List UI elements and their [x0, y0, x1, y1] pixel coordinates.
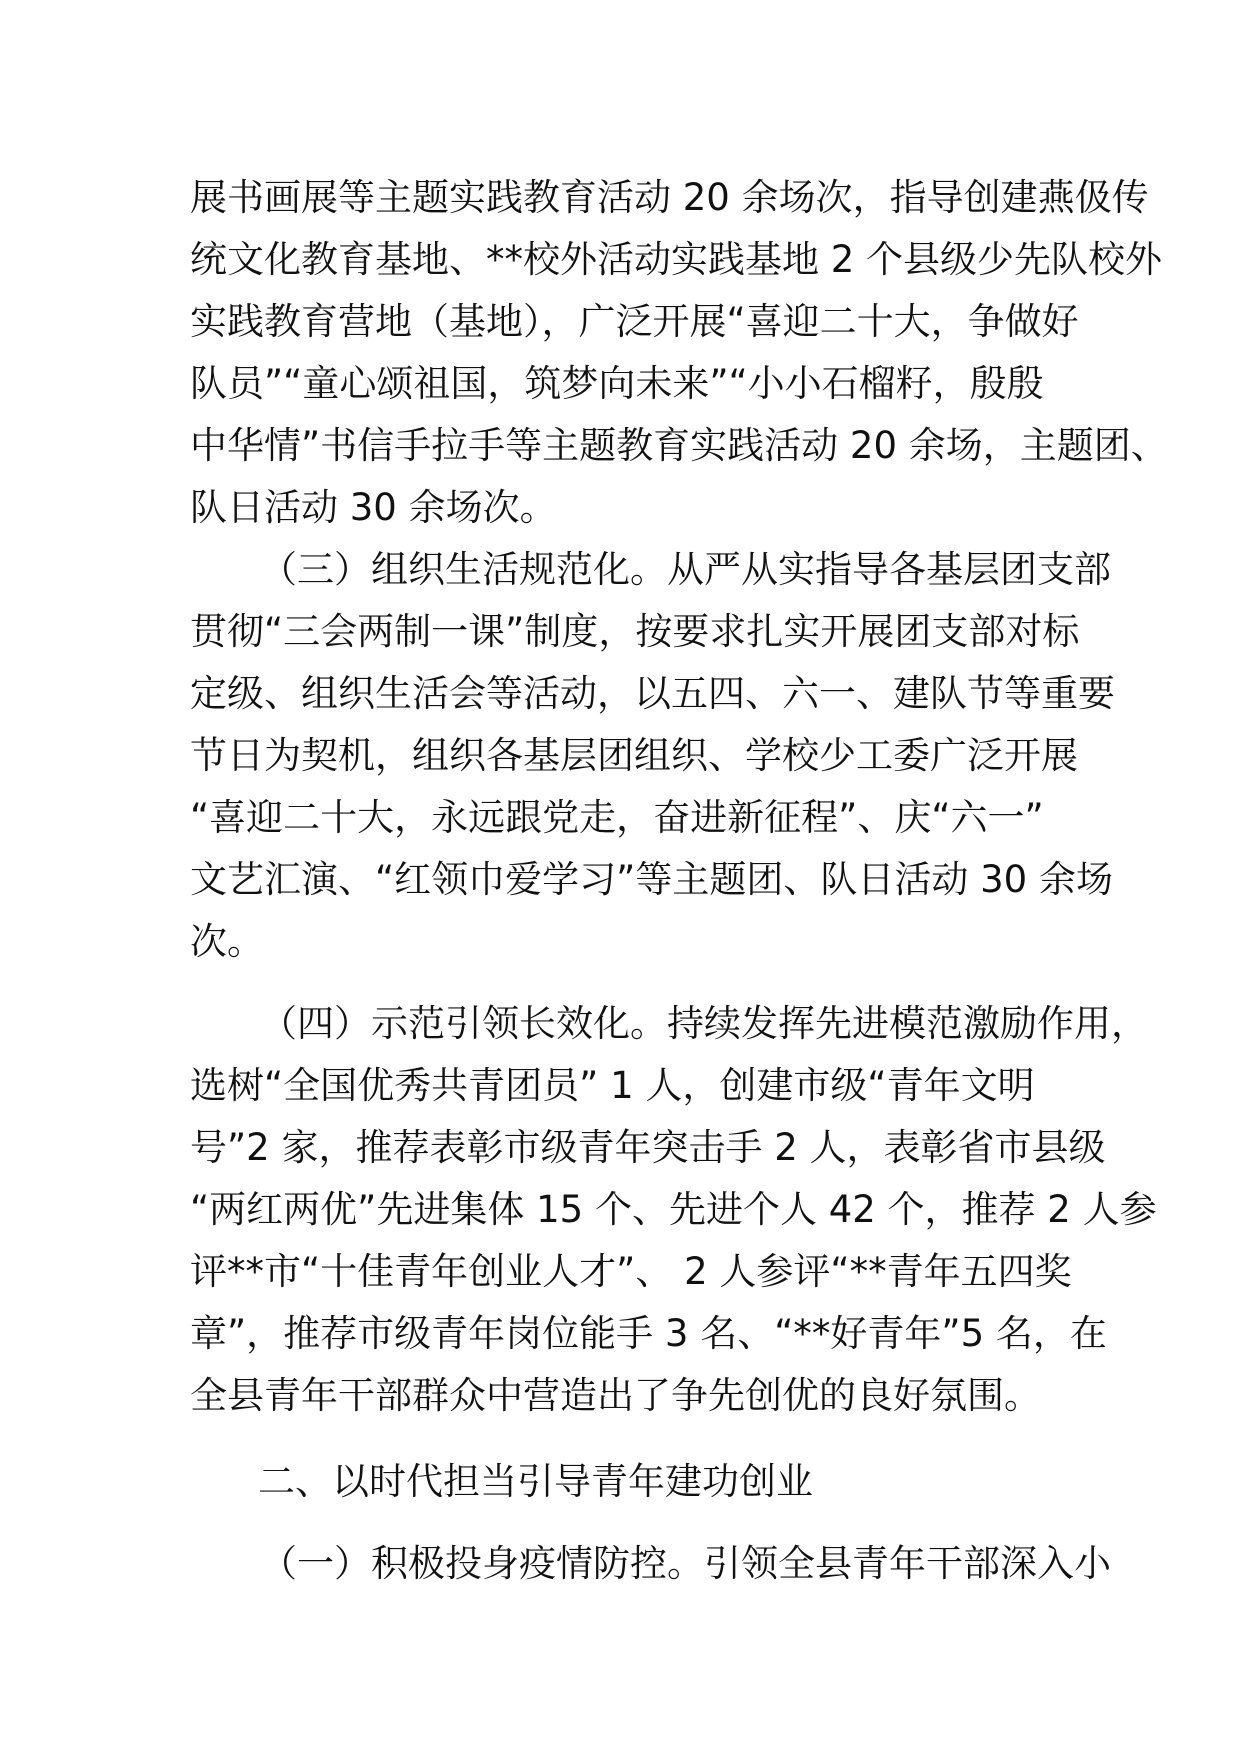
text-line: 统文化教育基地、**校外活动实践基地 2 个县级少先队校外 — [190, 238, 1163, 281]
text-line: 选树“全国优秀共青团员” 1 人，创建市级“青年文明 — [190, 1064, 1035, 1107]
text-line: 实践教育营地（基地），广泛开展“喜迎二十大，争做好 — [190, 300, 1079, 343]
text-line: 章”，推荐市级青年岗位能手 3 名、“**好青年”5 名，在 — [190, 1312, 1107, 1355]
text-line: 号”2 家，推荐表彰市级青年突击手 2 人，表彰省市县级 — [190, 1126, 1106, 1169]
text-line: 贯彻“三会两制一课”制度，按要求扎实开展团支部对标 — [190, 610, 1080, 653]
text-line: “两红两优”先进集体 15 个、先进个人 42 个，推荐 2 人参 — [190, 1188, 1157, 1231]
section-heading: 二、以时代担当引导青年建功创业 — [258, 1460, 813, 1503]
paragraph-heading-1: （一）积极投身疫情防控。引领全县青年干部深入小 — [260, 1542, 1111, 1585]
text-line: 队员”“童心颂祖国，筑梦向未来”“小小石榴籽，殷殷 — [190, 362, 1044, 405]
text-line: “喜迎二十大，永远跟党走，奋进新征程”、庆“六一” — [190, 796, 1044, 839]
text-line: 评**市“十佳青年创业人才”、 2 人参评“**青年五四奖 — [190, 1250, 1072, 1293]
text-line: 节日为契机，组织各基层团组织、学校少工委广泛开展 — [190, 734, 1078, 777]
text-line: 定级、组织生活会等活动，以五四、六一、建队节等重要 — [190, 672, 1115, 715]
text-line: 队日活动 30 余场次。 — [190, 486, 557, 529]
text-line: 中华情”书信手拉手等主题教育实践活动 20 余场，主题团、 — [190, 424, 1168, 467]
text-line: 次。 — [190, 920, 264, 963]
text-line: 文艺汇演、“红领巾爱学习”等主题团、队日活动 30 余场 — [190, 858, 1113, 901]
paragraph-heading-3: （三）组织生活规范化。从严从实指导各基层团支部 — [260, 548, 1111, 591]
paragraph-heading-4: （四）示范引领长效化。持续发挥先进模范激励作用， — [260, 1002, 1148, 1045]
text-line: 全县青年干部群众中营造出了争先创优的良好氛围。 — [190, 1374, 1041, 1417]
text-line: 展书画展等主题实践教育活动 20 余场次，指导创建燕伋传 — [190, 176, 1149, 219]
